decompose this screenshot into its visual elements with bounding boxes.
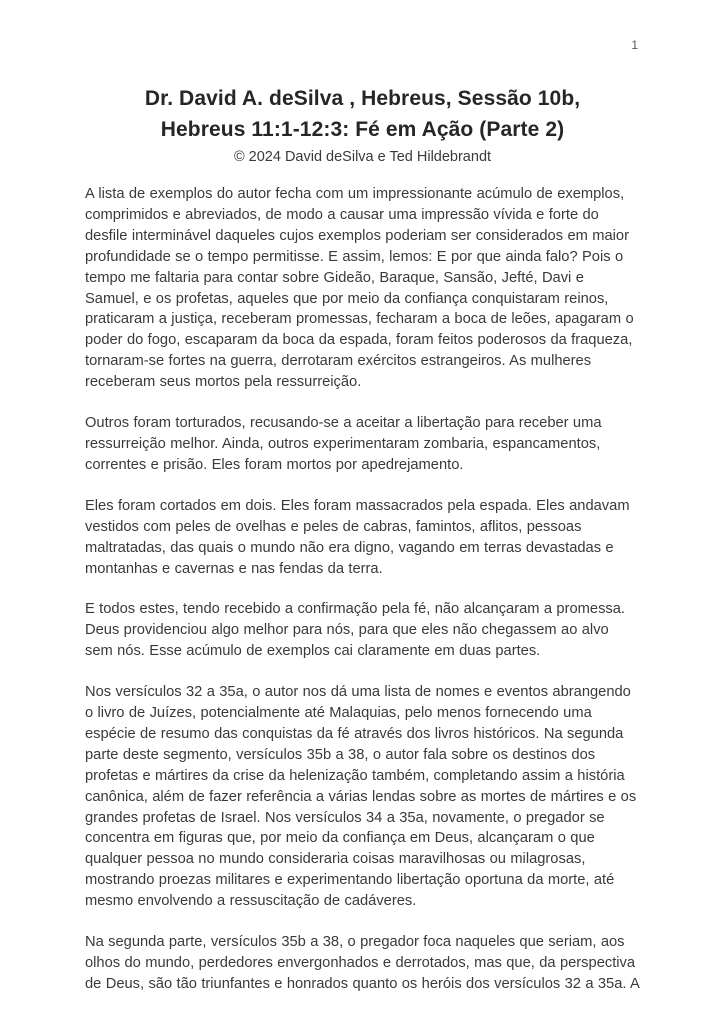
page-number: 1 bbox=[631, 38, 638, 52]
body-paragraph: Nos versículos 32 a 35a, o autor nos dá uma lista de nomes e eventos abrangendo o livro de Juízes, potencialmente até Malaquias, pelo menos fornecendo uma espécie de resumo das conquistas da fé através dos livros históricos. Na segunda parte deste segmento, versículos 35b a 38, o autor fala sobre os destinos dos profetas e mártires da crise da helenização também, completando assim a história canônica, além de fazer referência a várias lendas sobre as mortes de mártires e os grandes profetas de Israel. Nos versículos 34 a 35a, novamente, o pregador se concentra em figuras que, por meio da confiança em Deus, alcançaram o que qualquer pessoa no mundo consideraria coisas maravilhosas ou milagrosas, mostrando proezas militares e experimentando libertação oportuna da morte, até mesmo envolvendo a ressuscitação de cadáveres. bbox=[85, 684, 637, 910]
body-paragraph: Outros foram torturados, recusando-se a aceitar a libertação para receber uma ressurreição melhor. Ainda, outros experimentaram zombaria, espancamentos, correntes e prisão. Eles foram mortos por apedrejamento. bbox=[85, 415, 602, 473]
document-body bbox=[85, 184, 640, 995]
body-paragraph: Na segunda parte, versículos 35b a 38, o pregador foca naqueles que seriam, aos olhos do mundo, perdedores envergonhados e derrotados, mas que, da perspectiva de Deus, são tão triunfantes e honrados quanto os heróis dos versículos 32 a 35a. A bbox=[85, 934, 640, 992]
document-title-line1: Dr. David A. deSilva , Hebreus, Sessão 10b, bbox=[144, 87, 581, 110]
document-title-line2: Hebreus 11:1-12:3: Fé em Ação (Parte 2) bbox=[160, 118, 565, 141]
copyright-line: © 2024 David deSilva e Ted Hildebrandt bbox=[233, 149, 492, 165]
body-paragraph: Eles foram cortados em dois. Eles foram massacrados pela espada. Eles andavam vestidos com peles de ovelhas e peles de cabras, famintos, aflitos, pessoas maltratadas, das quais o mundo não era digno, vagando em terras devastadas e montanhas e cavernas e nas fendas da terra. bbox=[85, 497, 630, 577]
body-paragraph: A lista de exemplos do autor fecha com um impressionante acúmulo de exemplos, comprimidos e abreviados, de modo a causar uma impressão vívida e forte do desfile interminável daqueles cujos exemplos poderiam ser considerados em maior profundidade se o tempo permitisse. E assim, lemos: E por que ainda falo? Pois o tempo me faltaria para contar sobre Gideão, Baraque, Sansão, Jefté, Davi e Samuel, e os profetas, aqueles que por meio da confiança conquistaram reinos, praticaram a justiça, receberam promessas, fecharam a boca de leões, apagaram o poder do fogo, escaparam da boca da espada, foram feitos poderosos da fraqueza, tornaram-se fortes na guerra, derrotaram exércitos estrangeiros. As mulheres receberam seus mortos pela ressurreição. bbox=[85, 186, 634, 391]
document-title bbox=[85, 83, 640, 145]
body-paragraph: E todos estes, tendo recebido a confirmação pela fé, não alcançaram a promessa. Deus providenciou algo melhor para nós, para que eles não chegassem ao alvo sem nós. Esse acúmulo de exemplos cai claramente em duas partes. bbox=[85, 601, 626, 660]
document-header bbox=[85, 83, 640, 167]
